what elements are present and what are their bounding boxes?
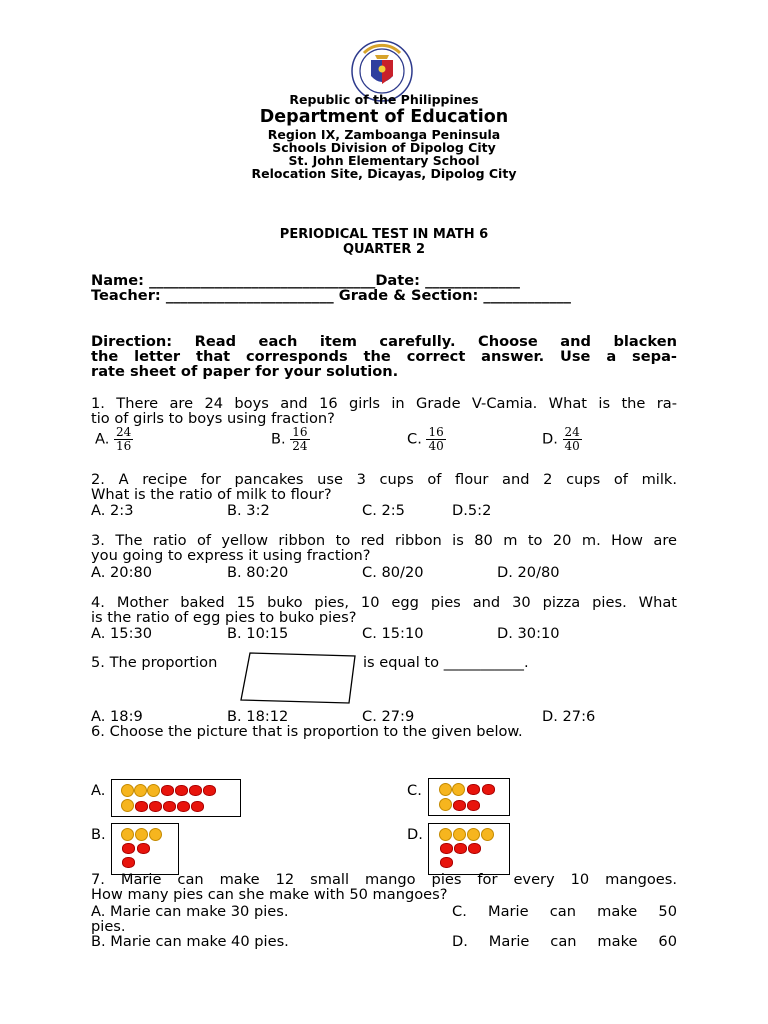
q2-choice-a[interactable]: A. 2:3	[91, 502, 134, 519]
red-dot	[135, 801, 148, 812]
red-dot	[482, 784, 495, 795]
yellow-dot	[481, 828, 494, 841]
q5-choice-a[interactable]: A. 18:9	[91, 708, 143, 725]
yellow-dot	[121, 784, 134, 797]
q6-label-c[interactable]: C.	[407, 782, 422, 799]
q3-choice-d[interactable]: D. 20/80	[497, 564, 560, 581]
red-dot	[440, 843, 453, 854]
q6-label-d[interactable]: D.	[407, 826, 423, 843]
red-dot	[440, 857, 453, 868]
q2-choice-d[interactable]: D.5:2	[452, 502, 492, 519]
q1-choice-d[interactable]: D. $\frac{24}{40}$	[542, 425, 580, 453]
red-dot	[189, 785, 202, 796]
red-dot	[137, 843, 150, 854]
q7-line-2: How many pies can she make with 50 mangoes?	[91, 886, 448, 903]
fraction: $\frac{16}{40}$	[428, 425, 444, 453]
republic-line: Republic of the Philippines	[289, 92, 479, 107]
grade-blank[interactable]: ____________	[483, 287, 571, 304]
red-dot	[467, 800, 480, 811]
q4-choice-b[interactable]: B. 10:15	[227, 625, 289, 642]
yellow-dot	[147, 784, 160, 797]
red-dot	[163, 801, 176, 812]
q6-picture-b[interactable]	[111, 823, 179, 875]
q1-line-1: 1. There are 24 boys and 16 girls in Grade V-Camia. What is the ra-	[91, 395, 677, 412]
yellow-dot	[439, 828, 452, 841]
q6-picture-c[interactable]	[428, 778, 510, 816]
red-dot	[203, 785, 216, 796]
red-dot	[191, 801, 204, 812]
q7-choice-d[interactable]: D. Marie can make 60	[452, 933, 677, 950]
q6-picture-a[interactable]	[111, 779, 241, 817]
teacher-blank[interactable]: _______________________	[165, 287, 334, 304]
direction-line-1: Direction: Read each item carefully. Choose and blacken	[91, 333, 677, 350]
direction-line-3: rate sheet of paper for your solution.	[91, 363, 399, 380]
red-dot	[177, 801, 190, 812]
test-title: PERIODICAL TEST IN MATH 6	[279, 227, 489, 242]
q6-label-b[interactable]: B.	[91, 826, 106, 843]
q4-line-1: 4. Mother baked 15 buko pies, 10 egg pies and 30 pizza pies. What	[91, 594, 677, 611]
q3-choice-b[interactable]: B. 80:20	[227, 564, 289, 581]
q3-choice-c[interactable]: C. 80/20	[362, 564, 424, 581]
red-dot	[454, 843, 467, 854]
q4-line-2: is the ratio of egg pies to buko pies?	[91, 609, 357, 626]
red-dot	[467, 784, 480, 795]
q2-choice-c[interactable]: C. 2:5	[362, 502, 405, 519]
yellow-dot	[439, 798, 452, 811]
q5-choice-c[interactable]: C. 27:9	[362, 708, 415, 725]
q3-line-2: you going to express it using fraction?	[91, 547, 371, 564]
q5-suffix: is equal to ___________.	[363, 654, 529, 671]
q5-prefix: 5. The proportion	[91, 654, 218, 671]
yellow-dot	[452, 783, 465, 796]
q7-choice-c[interactable]: C. Marie can make 50	[452, 903, 677, 920]
region-line: Region IX, Zamboanga Peninsula	[267, 127, 501, 142]
q3-line-1: 3. The ratio of yellow ribbon to red ribbon is 80 m to 20 m. How are	[91, 532, 677, 549]
q1-choice-c[interactable]: C. $\frac{16}{40}$	[407, 425, 444, 453]
teacher-label: Teacher:	[91, 287, 161, 304]
yellow-dot	[121, 799, 134, 812]
red-dot	[453, 800, 466, 811]
yellow-dot	[453, 828, 466, 841]
red-dot	[161, 785, 174, 796]
school-line: St. John Elementary School	[288, 153, 480, 168]
yellow-dot	[135, 828, 148, 841]
teacher-field[interactable]	[91, 288, 571, 304]
red-dot	[149, 801, 162, 812]
q7-choice-b[interactable]: B. Marie can make 40 pies.	[91, 933, 289, 950]
q2-choice-b[interactable]: B. 3:2	[227, 502, 270, 519]
department-title: Department of Education	[259, 107, 509, 127]
fraction: $\frac{24}{40}$	[564, 425, 580, 453]
yellow-dot	[467, 828, 480, 841]
yellow-dot	[121, 828, 134, 841]
fraction: $\frac{24}{16}$	[116, 425, 132, 453]
red-dot	[122, 843, 135, 854]
q1-line-2: tio of girls to boys using fraction?	[91, 410, 335, 427]
red-dot	[122, 857, 135, 868]
q4-choice-c[interactable]: C. 15:10	[362, 625, 424, 642]
q6-label-a[interactable]: A.	[91, 782, 106, 799]
q6-picture-d[interactable]	[428, 823, 510, 875]
yellow-dot	[439, 783, 452, 796]
q4-choice-a[interactable]: A. 15:30	[91, 625, 153, 642]
date-label: Date:	[375, 272, 420, 289]
q5-choice-d[interactable]: D. 27:6	[542, 708, 596, 725]
test-quarter: QUARTER 2	[342, 242, 426, 257]
direction-line-2: the letter that corresponds the correct answer. Use a sepa-	[91, 348, 677, 365]
q4-choice-d[interactable]: D. 30:10	[497, 625, 560, 642]
name-label: Name:	[91, 272, 145, 289]
q7-line-1: 7. Marie can make 12 small mango pies for every 10 mangoes.	[91, 871, 677, 888]
address-line: Relocation Site, Dicayas, Dipolog City	[251, 166, 517, 181]
yellow-dot	[134, 784, 147, 797]
q6-text: 6. Choose the picture that is proportion to the given below.	[91, 723, 523, 740]
red-dot	[468, 843, 481, 854]
q7-choice-a[interactable]: A. Marie can make 30 pies.	[91, 903, 289, 920]
red-dot	[175, 785, 188, 796]
date-blank[interactable]: _____________	[425, 272, 520, 289]
q2-line-2: What is the ratio of milk to flour?	[91, 486, 332, 503]
grade-label: Grade & Section:	[338, 287, 479, 304]
fraction: $\frac{16}{24}$	[292, 425, 308, 453]
q5-choice-b[interactable]: B. 18:12	[227, 708, 289, 725]
q1-choice-b[interactable]: B. $\frac{16}{24}$	[271, 425, 308, 453]
q3-choice-a[interactable]: A. 20:80	[91, 564, 153, 581]
name-blank[interactable]: _______________________________	[149, 272, 376, 289]
q1-choice-a[interactable]: A. $\frac{24}{16}$	[95, 425, 132, 453]
proportion-image-box	[238, 650, 360, 706]
q7-choice-c-continued: pies.	[91, 918, 126, 935]
division-line: Schools Division of Dipolog City	[272, 140, 496, 155]
yellow-dot	[149, 828, 162, 841]
q2-line-1: 2. A recipe for pancakes use 3 cups of flour and 2 cups of milk.	[91, 471, 677, 488]
